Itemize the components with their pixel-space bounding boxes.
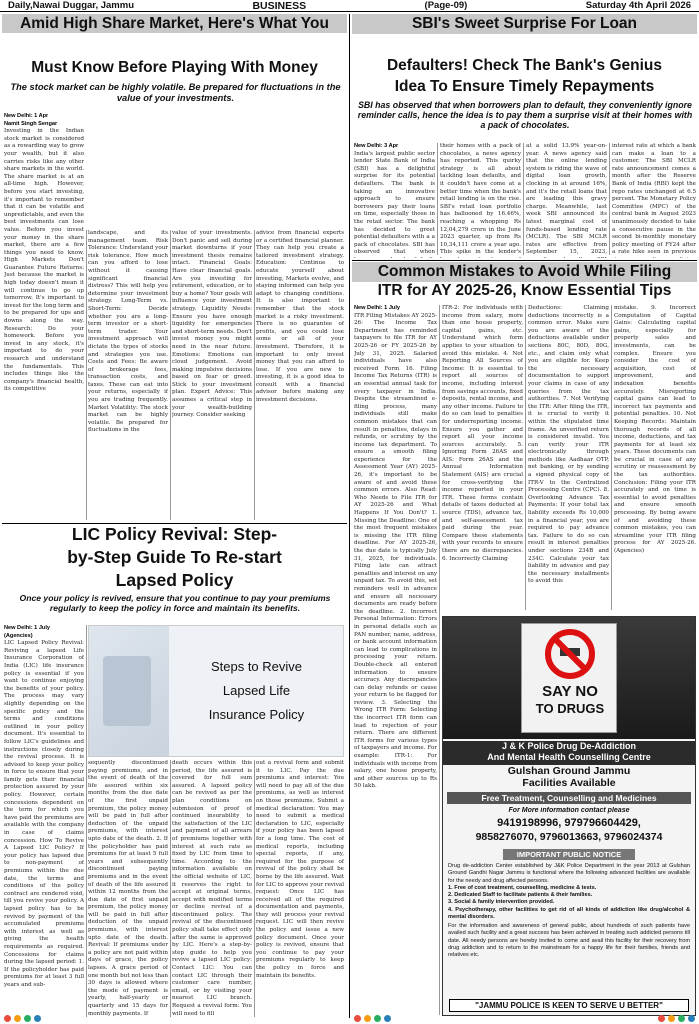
- footer-dot: [678, 1015, 685, 1022]
- article2-divider-1: [437, 143, 438, 255]
- article4-divider-1: [439, 305, 440, 1015]
- article2-divider-2: [523, 143, 524, 255]
- article4-text-1: ITR Filing Mistakes AY 2025-26: The Income Tax Department has reminded taxpayers to file ITR for AY 2025-26 or FY 2025-26 by July 31, 2025. Salaried individuals have also received Form 16. Filing Income Tax Returns (ITR) is an essential annual task for every taxpayer in India. Despite the streamlined e-filing process, many individuals still make common mistakes that can result in penalties, delays in refunds, or scrutiny by the income tax department. To ensure a smooth filing experience for the Assessment Year (AY) 2025-26, it's important to be aware of and avoid these common errors. Also Read: Who Needs to File ITR for AY 2025-26 and What Happens If You Don't? 1. Missing the Deadline: One of the most frequent mistakes is missing the ITR filing deadline. For AY 2025-26, the due date is typically July 31, 2025, for individuals. Filing late can attract penalties and interest on any unpaid tax. To avoid this, set reminders well in advance and ensure all necessary documents are ready before the deadline. 2. Incorrect Personal Information: Errors in personal details such as PAN number, name, address, or bank account information can lead to complications in processing your return. Double-check all entered information to ensure accuracy. Any discrepancies can delay refunds or cause your return to be flagged for review. 3. Selecting the Wrong ITR Form: Selecting the incorrect ITR form can lead to rejection of your return. There are different ITR forms for various types of taxpayers and income. For example: ITR-1: For individuals with income from salary, one house property, and other sources up to Rs 50 lakh.: [354, 312, 437, 790]
- article4-text-4: mistake. 9. Incorrect Computation of Capital Gains: Calculating capital gains, especially for property sales and investments, can be complex. Ensure you consider the cost of acquisition, cost of improvement, and indexation benefits accurately. Misreporting capital gains can lead to incorrect tax payments and potential penalties. 10. Not Keeping Records: Maintain thorough records of all income, deductions, and tax payments for at least six years. These documents can be crucial in case of any scrutiny or reassessment by the tax authorities. Conclusion: Filing your ITR accurately and on time is essential to avoid penalties and ensure smooth processing. By being aware of and avoiding these common mistakes, you can streamline your ITR filing process for AY 2025-26. (Agencies): [614, 305, 696, 554]
- masthead-date: Saturday 4th April 2026: [585, 0, 691, 11]
- page-center-divider: [349, 14, 350, 1018]
- article4-column-4: [614, 305, 696, 613]
- ad-item-4: 4. Psychotherapy, other facilities to get rid of all kinds of addiction like drug/alcohol & mental disorders.: [448, 906, 690, 920]
- article3-text-4: out a revival form and submit it to LIC. Pay the due premiums and interest: You will need to pay all of the due premiums, as well as interest on those premiums. Submit a medical declaration: You may need to submit a medical declaration to LIC, especially if your policy has been lapsed for a long time. The cost of medical reports, including special reports, if any, required for the purpose of revival of the policy shall be borne by the life assured. Wait for LIC to approve your revival request: Once LIC has received all of the required documentation and payments, they will process your revival request. LIC will then revive the policy and issue a new policy document. Once your policy is revived, ensure that you continue to pay your premiums regularly to keep the policy in force and maintain its benefits.: [256, 760, 344, 979]
- footer-dot: [658, 1015, 665, 1022]
- article3-dateline: New Delhi: 1 July: [4, 625, 51, 631]
- ad-slogan: "JAMMU POLICE IS KEEN TO SERVE U BETTER": [449, 999, 689, 1012]
- ad-notice-body: [448, 863, 690, 993]
- ad-notice-title: IMPORTANT PUBLIC NOTICE: [503, 849, 635, 860]
- masthead-section: BUSINESS: [252, 0, 307, 12]
- article3-headline-3: Lapsed Policy: [115, 571, 234, 590]
- footer-dot: [24, 1015, 31, 1022]
- article1-column-2: [88, 230, 168, 523]
- illustration-bar: [103, 656, 151, 726]
- article1-text-3: value of your investments. Don't panic and sell during market downturns if your investment thesis remains intact. Financial Goals: Have clear financial goals. Are you investing for retirement, education, or to buy a home? Your goals will influence your investment strategy. Liquidity Needs: Ensure you have enough liquidity for emergencies and short-term needs. Don't invest money you might need in the near future. Emotions: Emotions can cloud judgement. Avoid making impulsive decisions based on fear or greed. Stick to your investment plan. Expert Advice: This assumes a critical step in your wealth-building journey. Consider seeking: [172, 230, 252, 419]
- illustration-line-2: Lapsed Life: [222, 684, 291, 698]
- article2-column-1: [354, 143, 435, 258]
- footer-dot: [14, 1015, 21, 1022]
- article3-divider-2: [170, 760, 171, 1017]
- ad-treatment: Free Treatment, Counselling and Medicines: [447, 792, 691, 804]
- article2-headline-2: Defaulters! Check The Bank's Genius: [386, 58, 663, 74]
- article3-divider-3: [254, 760, 255, 1017]
- article2-headline-1: SBI's Sweet Surprise For Loan: [352, 14, 697, 34]
- ad-say-no: SAY NO: [542, 684, 598, 700]
- article1-byline: Namit Singh Sengar: [4, 120, 58, 127]
- article1-column-1: [4, 113, 84, 523]
- ad-facilities: Facilities Available: [522, 778, 616, 789]
- article2-text-2: their homes with a pack of chocolates, a news agency has reported. This quirky strategy is all about tackling loan defaults, and it couldn't have come at a better time when the bank's retail lending is on the rise. SBI's retail loan portfolio has ballooned by 16.46%, reaching a whopping Rs 12,04,279 crore in the June 2023 quarter, up from Rs 10,34,111 crore a year ago. This spike in the lender's: [440, 143, 521, 256]
- article3-column-1: [4, 625, 84, 1018]
- article2-divider-3: [609, 143, 610, 255]
- footer-dot: [364, 1015, 371, 1022]
- article1-column-3: [172, 230, 252, 523]
- ad-notice-footer: For the information and awareness of general public, about hundreds of such patients have availed such facility and a great success has been achieved in treating such addicted persons till date. All needy persons are hereby invited to come and avail this facility for their recovery from drug addiction and to return to the mainstream for a happy life for their families, friends and relatives etc.: [448, 923, 690, 959]
- ad-counselling-centre: And Mental Health Counselling Centre: [443, 753, 695, 765]
- ad-phone-2: 9858276070, 9796013663, 9796024374: [475, 832, 663, 843]
- article1-bottom-rule: [2, 523, 347, 524]
- article4-dateline: New Delhi: 1 July: [354, 305, 401, 311]
- article1-divider-2: [170, 230, 171, 520]
- article3-subheadline: Once your policy is revived, ensure that you continue to pay your premiums regularly to keep the policy in force and maintain its benefits.: [19, 594, 331, 613]
- footer-dot: [4, 1015, 11, 1022]
- article2-dateline: New Delhi: 3 Apr: [354, 143, 399, 149]
- ad-location: Gulshan Ground Jammu: [507, 766, 631, 777]
- article1-divider-3: [254, 230, 255, 520]
- masthead-page: (Page-09): [424, 0, 468, 11]
- ad-poster: [521, 623, 617, 733]
- article1-text-1: Investing in the Indian stock market is considered as a rewarding way to grow your wealth, but it also carries risks like any other share markets in the world. The share market is at an all-time high. However, before you start investing, it's important to remember that it can be volatile and unpredictable, and even the best investments can lose value. Before you invest your money in the share market, there are a few things you need to know. High Markets Don't Guarantee Future Returns: Just because the market is high today doesn't mean it will continue to go up tomorrow. It's important to invest for the long term and to be prepared for ups and downs along the way. Research: Do your homework. Before you invest in any stock, it's important to do your research and understand the fundamentals. This includes things like the company's financial health, its competitive: [4, 128, 84, 393]
- article4-divider-2: [525, 305, 526, 610]
- footer-dot: [384, 1015, 391, 1022]
- article4-text-2: ITR-2: For individuals with income from salary, more than one house property, capital gains, etc. Understand which form applies to your situation to avoid this mistake. 4. Not Reporting All Sources of Income: It is essential to report all sources of income, including interest from savings accounts, fixed deposits, rental income, and any other income. Failure to do so can lead to penalties for underreporting income. Ensure you gather and report all your income sources accurately. 5. Ignoring Form 26AS and AIS: Form 26AS and the Annual Information Statement (AIS) are crucial for cross-verifying the income reported in your ITR. These forms contain details of taxes deducted at source (TDS), advance tax, and self-assessment tax paid during the year. Compare these statements with your records to ensure there are no discrepancies. 6. Incorrectly Claiming: [442, 305, 523, 562]
- ad-phone-1: 9419198996, 979796604429,: [497, 818, 641, 829]
- illustration-line-1: Steps to Revive: [210, 660, 303, 674]
- article3-text-3: death occurs within this period, the life assured is covered for full sum assured. A lapsed policy can be revived as per the plan conditions on submission of proof of continued insurability to the satisfaction of the LIC and payment of all arrears of premiums together with interest at such rate as fixed by LIC from time to time. According to the information available on the official website of LIC, it reserves the right to accept at original terms, accept with modified terms or decline revival of a discontinued policy. The revival of the discontinued policy shall take effect only after the same is approved by LIC. Here's a step-by-step guide to help you revive a lapsed LIC policy: Contact LIC: You can contact LIC through their customer care number, email, or by visiting your nearest LIC branch. Request a revival form: You will need to fill: [172, 760, 252, 1017]
- lic-illustration: [88, 625, 344, 757]
- article2-column-3: [526, 143, 607, 258]
- article2-headline-3: Idea To Ensure Timely Repayments: [394, 79, 655, 95]
- article2-bottom-rule: [352, 260, 697, 261]
- footer-dot: [688, 1015, 695, 1022]
- ad-banner: [443, 617, 695, 739]
- footer-dot: [354, 1015, 361, 1022]
- article1-divider-1: [86, 230, 87, 520]
- article3-headline-1: LIC Policy Revival: Step-: [71, 525, 278, 544]
- article2-column-4: [612, 143, 696, 258]
- say-no-to-drugs-ad: [442, 616, 696, 1016]
- no-drugs-sign-icon: [544, 628, 596, 680]
- article3-agency: (Agencies): [4, 632, 33, 639]
- footer-dot: [374, 1015, 381, 1022]
- article4-column-1: [354, 305, 437, 1018]
- article1-text-2: landscape, and its management team. Risk Tolerance: Understand your risk tolerance. How much can you afford to lose without it causing significant financial distress? This will help you determine your investment strategy. Long-Term vs. Short-Term: Decide whether you are a long-term investor or a short-term trader. Your investment approach will dictate the types of stocks and strategies you use. Costs and Fees: Be aware of brokerage fees, transaction costs, and taxes. These can eat into your returns, especially if you are trading frequently. Market Volatility: The stock market can be highly volatile. Be prepared for fluctuations in the: [88, 230, 168, 434]
- footer-dot: [668, 1015, 675, 1022]
- article3-headline-2: by-Step Guide To Re-start: [67, 548, 282, 567]
- article1-headline-top: Amid High Share Market, Here's What You: [2, 14, 347, 33]
- illustration-line-3: Insurance Policy: [208, 708, 305, 722]
- ad-item-1: 1. Free of cost treatment, counselling, medicine & tests.: [448, 884, 597, 891]
- article1-dateline: New Delhi: 1 Apr: [4, 113, 49, 119]
- article2-text-1: India's largest public sector lender State Bank of India (SBI) has a delightful surprise for its potential defaulters. The bank is taking an innovative approach to ensure borrowers pay their loans on time, especially those in the retail sector. The bank has decided to greet potential defaulters with a a pack of chocolates. SBI has observed that when: [354, 150, 435, 256]
- article3-column-3: [172, 760, 252, 1018]
- article1-subheadline: The stock market can be highly volatile. Be prepared for fluctuations in the value of your investments.: [10, 82, 341, 103]
- article3-column-4: [256, 760, 344, 1018]
- article1-headline-bottom: Must Know Before Playing With Money: [31, 60, 318, 76]
- article2-column-2: [440, 143, 521, 258]
- article3-column-2: [88, 760, 168, 1018]
- article2-text-3: at a solid 13.9% year-on-year. A news agency said that the online lending system is riding the wave of digital loan growth, clocking in at around 16%, and it's the retail loans that are leading this gravy charge. Meanwhile, last week SBI announced its latest marginal cost of funds-based lending rate (MCLR). The SBI MCLR rates are effective from September 15, 2023,: [526, 143, 607, 256]
- article4-column-2: [442, 305, 523, 613]
- article4-column-3: [528, 305, 609, 613]
- article1-text-4: advice from financial experts or a certified financial planner. They can help you create a tailored investment strategy. Education: Continue to educate yourself about investing, Markets evolve, and staying informed can help you adapt to changing conditions. It is also important to remember that the stock market is a risky investment. There is no guarantee of profits, and you could lose some or all of your investment. Therefore, it is important to only invest money that you can afford to lose. If you are new to investing, it is a good idea to consult with a financial advisor before making any investment decisions.: [256, 230, 344, 404]
- footer-dot: [34, 1015, 41, 1022]
- ad-police-centre: J & K Police Drug De-Addiction: [443, 741, 695, 753]
- article3-text-2: sequently discontinued paying premiums, and in the event of death of the life assured within six months from the due date of the first unpaid premium, the policy money will be paid in full after deduction of the unpaid premiums, with interest upto date of the death. 2. If the policyholder has paid premiums for at least 5 full years and subsequently discontinued paying premiums and in the event of death of the life assured within 12 months from the due date of first unpaid premium, the policy money will be paid in full after deduction of the unpaid premiums, with interest upto date of the death. Revival: If premiums under a policy are not paid within days of grace, the policy lapses. A grace period of one month but not less than 30 days is allowed where the mode of payment is yearly, half-yearly or quarterly and 15 days for monthly payments. If: [88, 760, 168, 1017]
- masthead: [0, 0, 699, 12]
- ad-item-2: 2. Dedicated Staff to facilitate patients & their families.: [448, 892, 593, 899]
- article1-column-4: [256, 230, 344, 523]
- article3-text-1: LIC Lapsed Policy Revival: Reviving a lapsed Life Insurance Corporation of India (LIC) life insurance policy is essential if you want to continue enjoying the benefits of your policy. The process may vary slightly depending on the specific policy and the terms and conditions outlined in your policy document. It's essential to follow LIC's guidelines and instructions closely during the revival process. It is advised to keep your policy in force to ensure that your family gets their financial protection assured by your policy. However, certain concessions dependent on the term for which you have paid the premiums are available with the company in case of claims concession. How To Revive A Lapsed LIC Policy? If your policy has lapsed due to non-payment of premiums within the due date, the terms and conditions of the policy contract are rendered void, till you revive your policy. A lapsed policy has to be revived by payment of the accumulated premiums with interest as well as giving the health requirements as required. Concessions for claims during the lapsed period: 1. If the policyholder has paid premiums for at least 3 full years and sub-: [4, 640, 84, 988]
- article4-headline-2: ITR for AY 2025-26, Know Essential Tips: [377, 283, 672, 299]
- footer-dots: [0, 1014, 699, 1024]
- article4-text-3: Deductions: Claiming deductions incorrectly is a common error. Make sure you are aware of the deductions available under sections 80C, 80D, 80G, etc., and claim only what you are eligible for. Keep the necessary documentation to support your claims in case of any queries from the tax authorities. 7. Not Verifying the ITR: After filing the ITR, it is crucial to verify it within the stipulated time frame. An unverified return is considered invalid. You can verify your ITR electronically through methods like Aadhaar OTP, net banking, or by sending a signed physical copy of ITR-V to the Centralized Processing Centre (CPC). 8. Overlooking Advance Tax Payments: If your total tax liability exceeds Rs 10,000 in a financial year, you are required to pay advance tax. Failure to do so can result in interest penalties under sections 234B and 234C. Calculate your tax liability in advance and pay the necessary installments to avoid this: [528, 305, 609, 585]
- ad-notice-text: Drug de-addiction Center established by J&K Police Department in the year 2013 at Gulshan Ground Gandhi Nagar Jammu is functional where the following advanced facilities are available for the needy and drug affected persons.: [448, 863, 690, 884]
- article2-subheadline: SBI has observed that when borrowers plan to default, they conveniently ignore reminder calls, hence the idea is to pay them a surprise visit at their homes with a pack of chocolates.: [357, 100, 693, 131]
- ad-item-3: 3. Social & family intervention provided.: [448, 899, 555, 906]
- article4-divider-3: [611, 305, 612, 610]
- ad-to-drugs: TO DRUGS: [535, 702, 605, 716]
- ad-contact: For More information contact please: [508, 807, 630, 814]
- article3-divider-1: [86, 625, 87, 1017]
- article2-text-4: interest rate at which a bank can make a loan to a customer. The SBI MCLR rate announcement comes a month after the Reserve Bank of India (RBI) kept the repo rates unchanged at 6.5 percent. The Monetary Policy Committee (MPC) of the central bank in August 2023 unanimously decided to take a consecutive pause in the second bi-monthly monetary policy meeting of FY24 after a rate hike seen in previous: [612, 143, 696, 256]
- masthead-paper: Daily,Nawai Duggar, Jammu: [8, 0, 135, 11]
- article4-headline-1: Common Mistakes to Avoid While Filing: [352, 262, 697, 282]
